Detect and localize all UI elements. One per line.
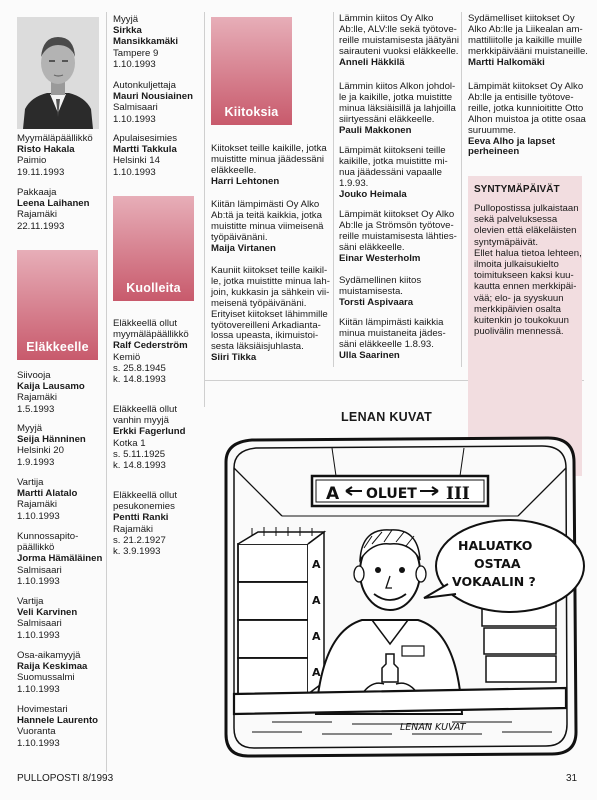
message-line: Erityiset kiitokset lähimmille (211, 308, 328, 320)
entry-title: Pakkaaja (17, 187, 57, 198)
message-signature: Ulla Saarinen (339, 349, 400, 361)
entry-name: Martti Alatalo (17, 488, 78, 500)
entry-place: Salmisaari (17, 618, 62, 630)
message-line: mattiliitolle ja kaikille muille (468, 34, 583, 46)
entry-name: Erkki Fagerlund (113, 426, 186, 438)
notice-line: puolivälin mennessä. (474, 326, 564, 338)
message-line: Lämpimät kiitokset Oy Alko (339, 209, 455, 220)
obituary-line: Eläkkeellä ollut (113, 404, 177, 415)
entry-date: 1.10.1993 (17, 737, 60, 749)
entry-name: Veli Karvinen (17, 607, 78, 619)
entry-title: Apulaisesimies (113, 133, 177, 144)
entry-title-cont: päällikkö (17, 542, 55, 554)
cartoon-illustration (212, 432, 588, 764)
message-line: reille muistamisesta jäätyäni (339, 34, 459, 46)
message-line: join, kukkasin ja sähkein vii- (211, 286, 330, 298)
entry-place: Kemiö (113, 351, 141, 363)
notice-line: kuitenkin jo toukokuun (474, 315, 569, 327)
entry-name: Mauri Nousiainen (113, 91, 193, 103)
message-signature: Anneli Häkkilä (339, 56, 405, 68)
entry-title: Kunnossapito- (17, 531, 79, 542)
entry-title: Autonkuljettaja (113, 80, 176, 91)
obituary-line: pesukonemies (113, 501, 175, 513)
message-line: työpäivänäni. (211, 231, 268, 243)
cartoon-title: LENAN KUVAT (341, 410, 433, 424)
entry-date: 1.10.1993 (17, 510, 60, 522)
thanks-message (211, 144, 327, 188)
section-label: Eläkkeelle (26, 340, 89, 354)
retirement-entry (17, 596, 77, 641)
message-line: Lämpimät kiitokseni teille (339, 145, 446, 156)
entry-date: 1.10.1993 (113, 113, 156, 125)
sign-text: OLUET (366, 486, 417, 502)
section-label: Kuolleita (126, 281, 181, 295)
death-date: k. 3.9.1993 (113, 546, 161, 558)
crate-letter: A (312, 594, 321, 607)
message-line: muistitte minua viimeisenä (211, 220, 324, 232)
thanks-message (339, 318, 446, 362)
message-line: säni eläkkeelle. (339, 241, 405, 253)
message-line: Kiitän lämpimästi kaikkia (339, 317, 444, 328)
retirement-entry (17, 370, 85, 415)
message-line: reille muistamisesta lähties- (339, 230, 457, 242)
obituary-entry (113, 318, 189, 385)
birthdays-notice (468, 176, 582, 476)
message-line: merkkipäivääni muistaneille. (468, 45, 588, 57)
column-divider-3 (333, 12, 334, 367)
message-signature: Einar Westerholm (339, 252, 421, 264)
entry-title: Vartija (17, 596, 44, 607)
thanks-message (339, 82, 456, 137)
section-label: Kiitoksia (224, 105, 279, 119)
entry-name: Risto Hakala (17, 144, 75, 156)
thanks-message (339, 210, 457, 265)
message-line: 1.9.93. (339, 177, 369, 189)
thanks-message (211, 266, 330, 364)
notice-heading: SYNTYMÄPÄIVÄT (474, 184, 560, 195)
message-signature: Jouko Heimala (339, 188, 407, 200)
notice-body (474, 203, 582, 337)
message-signature: Harri Lehtonen (211, 175, 280, 187)
obituary-entry (113, 404, 186, 471)
message-line: sairauteni vuoksi eläkkeelle. (339, 45, 459, 57)
message-signature: Maija Virtanen (211, 242, 276, 254)
entry-date: 1.10.1993 (17, 629, 60, 641)
message-line: työtovereilleni Arkadianta- (211, 319, 321, 331)
retirement-entry (17, 704, 98, 749)
message-line: säni eläkkeelle 1.8.93. (339, 338, 434, 350)
message-line: suruumme. (468, 124, 516, 136)
appointment-entry (17, 187, 90, 232)
message-line: meisenä työpäivänäni. (211, 297, 307, 309)
message-signature: Pauli Makkonen (339, 124, 412, 136)
appointment-entry (113, 80, 193, 125)
message-signature: Siiri Tikka (211, 352, 257, 364)
notice-line: toimitukseen kaksi kuu- (474, 270, 574, 282)
message-signature-cont: perheineen (468, 146, 520, 158)
entry-name: Jorma Hämäläinen (17, 553, 103, 565)
message-line: Ab:lle, ALV:lle sekä työtove- (339, 23, 457, 35)
message-line: Ab:lle ja Strömsön työtove- (339, 219, 454, 231)
publication-footer: PULLOPOSTI 8/1993 (17, 773, 114, 784)
message-line: siirtyessäni eläkkeelle. (339, 113, 435, 125)
death-date: k. 14.8.1993 (113, 374, 166, 386)
thanks-message (211, 200, 324, 255)
message-line: muistitte minua jäädessäni (211, 153, 325, 165)
message-line: Alko Ab:lle ja Liikealan am- (468, 23, 583, 35)
entry-name: Leena Laihanen (17, 198, 90, 210)
retirement-entry (17, 650, 87, 695)
entry-name: Seija Hänninen (17, 434, 86, 446)
speech-line: OSTAA (474, 556, 521, 571)
entry-date: 1.5.1993 (17, 403, 55, 415)
message-line: sesta läksiäisjuhlasta. (211, 341, 304, 353)
entry-title: Vartija (17, 477, 44, 488)
message-line: Kiitokset teille kaikille, jotka (211, 143, 327, 154)
obituary-line: Eläkkeellä ollut (113, 490, 177, 501)
entry-place: Suomussalmi (17, 672, 75, 684)
entry-date: 1.10.1993 (17, 683, 60, 695)
message-line: eläkkeelle. (211, 164, 257, 176)
entry-place: Paimio (17, 155, 47, 167)
message-line: Lämpimät kiitokset Oy Alko (468, 81, 584, 92)
entry-place: Helsinki 14 (113, 155, 160, 167)
entry-date: 1.10.1993 (17, 575, 60, 587)
message-line: kaikille, jotka muistitte mi- (339, 155, 448, 167)
message-line: Kauniit kiitokset teille kaikil- (211, 265, 328, 276)
message-line: nua jäädessäni vapaalle (339, 166, 442, 178)
entry-name: Kaija Lausamo (17, 381, 85, 393)
column-divider-4 (461, 12, 462, 367)
thanks-message (339, 14, 459, 69)
entry-title: Siivooja (17, 370, 51, 381)
appointment-entry (113, 14, 178, 70)
thanks-message (339, 276, 421, 309)
page-number: 31 (566, 773, 578, 784)
appointment-entry (113, 133, 177, 178)
entry-place: Helsinki 20 (17, 445, 64, 457)
thanks-message (468, 14, 588, 69)
entry-date: 19.11.1993 (17, 166, 65, 178)
message-line: lossa upeasta, ikimuistoi- (211, 330, 319, 342)
entry-place: Rajamäki (17, 392, 57, 404)
notice-line: syntymäpäivät. (474, 236, 538, 248)
birth-date: s. 21.2.1927 (113, 534, 166, 546)
entry-place: Vuoranta (17, 726, 56, 738)
appointment-entry (17, 133, 93, 178)
entry-place: Tampere 9 (113, 47, 159, 59)
crate-letter: A (312, 630, 321, 643)
notice-line: sekä palveluksessa (474, 214, 558, 226)
entry-name: Martti Takkula (113, 144, 177, 156)
entry-name: Pentti Ranki (113, 512, 169, 524)
entry-date: 22.11.1993 (17, 220, 65, 232)
message-line: Lämmin kiitos Alkon johdol- (339, 81, 456, 92)
obituary-line: myymäläpäällikkö (113, 329, 189, 341)
entry-date: 1.9.1993 (17, 456, 55, 468)
entry-date: 1.10.1993 (113, 58, 156, 70)
crate-letter: A (312, 558, 321, 571)
message-line: reille, jotka kunnioititte Otto (468, 102, 584, 114)
message-line: minua muistaneita jädes- (339, 327, 446, 339)
birth-date: s. 5.11.1925 (113, 448, 166, 460)
notice-line: olevien että eläkeläisten (474, 225, 577, 237)
message-line: le ja kaikille, jotka muistitte (339, 91, 453, 103)
entry-place: Kotka 1 (113, 437, 146, 449)
portrait-photo (17, 17, 99, 129)
obituary-entry (113, 490, 177, 557)
column-divider-1 (106, 12, 107, 772)
entry-place: Rajamäki (17, 209, 57, 221)
entry-place: Salmisaari (113, 102, 158, 114)
message-signature: Torsti Aspivaara (339, 296, 414, 308)
message-line: Sydämelliset kiitokset Oy (468, 13, 575, 24)
sign-right-text: III (446, 484, 470, 504)
sign-left-letter: A (326, 484, 340, 504)
message-line: Kiitän lämpimästi Oy Alko (211, 199, 320, 210)
message-signature: Martti Halkomäki (468, 56, 545, 68)
message-line: Lämmin kiitos Oy Alko (339, 13, 434, 24)
notice-line: ilmoita julkaisukielto (474, 259, 559, 271)
message-line: minua läksiäisillä ja lahjoilla (339, 102, 456, 114)
thanks-message (339, 146, 448, 201)
message-line: Sydämellinen kiitos (339, 275, 422, 286)
entry-title: Myyjä (113, 14, 139, 25)
obituary-line: Eläkkeellä ollut (113, 318, 177, 329)
message-line: Ab:lle ja entisille työtove- (468, 91, 574, 103)
entry-title: Myyjä (17, 423, 43, 434)
death-date: k. 14.8.1993 (113, 460, 166, 472)
entry-name: Hannele Laurento (17, 715, 99, 727)
message-line: Alhon muistoa ja otitte osaa (468, 113, 586, 125)
section-header-retirement (17, 250, 98, 360)
retirement-entry (17, 531, 102, 587)
entry-date: 1.10.1993 (113, 166, 156, 178)
entry-name: Ralf Cederström (113, 340, 188, 352)
message-line: Ab:tä ja teitä kaikkia, jotka (211, 209, 322, 221)
retirement-entry (17, 423, 86, 468)
entry-title: Myymäläpäällikkö (17, 133, 93, 144)
speech-line: HALUATKO (458, 538, 533, 553)
thanks-message (468, 82, 586, 158)
notice-line: Pullopostissa julkaistaan (474, 203, 579, 214)
notice-line: merkkipäivien osalta (474, 303, 561, 315)
section-header-thanks (211, 17, 292, 125)
section-header-deceased (113, 196, 194, 301)
message-line: le, jotka muistitte minua lah- (211, 275, 330, 287)
message-line: muistamisesta. (339, 285, 403, 297)
obituary-line: vanhin myyjä (113, 415, 169, 427)
entry-title: Osa-aikamyyjä (17, 650, 81, 661)
notice-line: Ellet halua tietoa lehteen, (474, 247, 582, 259)
entry-place: Salmisaari (17, 564, 62, 576)
entry-name-cont: Mansikkamäki (113, 36, 179, 48)
entry-title: Hovimestari (17, 704, 68, 715)
cartoon-signature: LENAN KUVAT (400, 722, 466, 733)
column-divider-2 (204, 12, 205, 407)
crate-letter: A (312, 666, 321, 679)
speech-line: VOKAALIN ? (452, 574, 536, 589)
birth-date: s. 25.8.1945 (113, 362, 166, 374)
retirement-entry (17, 477, 77, 522)
entry-name: Sirkka (113, 25, 142, 37)
entry-name: Raija Keskimaa (17, 661, 88, 673)
notice-line: kautta ennen merkkipäi- (474, 281, 577, 293)
entry-place: Rajamäki (17, 499, 57, 511)
message-signature: Eeva Alho ja lapset (468, 135, 556, 147)
entry-place: Rajamäki (113, 523, 153, 535)
notice-line: vää; elo- ja syyskuun (474, 292, 564, 304)
